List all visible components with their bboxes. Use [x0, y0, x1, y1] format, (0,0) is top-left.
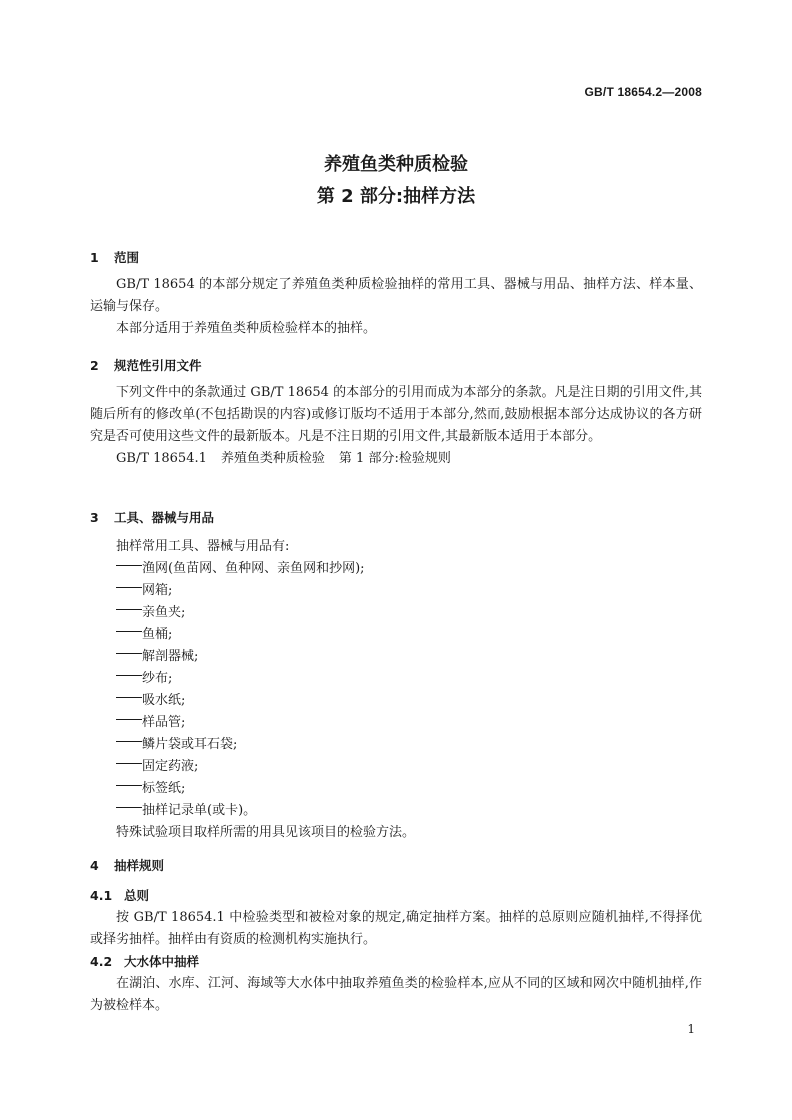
em-dash-bullet	[116, 807, 142, 808]
paragraph: GB/T 18654 的本部分规定了养殖鱼类种质检验抽样的常用工具、器械与用品、抽样方法、样本量、运输与保存。	[90, 277, 702, 314]
standard-code: GB/T 18654.2—2008	[584, 85, 702, 99]
em-dash-bullet	[116, 697, 142, 698]
em-dash-bullet	[116, 741, 142, 742]
paragraph: 抽样常用工具、器械与用品有:	[116, 539, 290, 554]
em-dash-bullet	[116, 565, 142, 566]
normative-reference: GB/T 18654.1 养殖鱼类种质检验 第 1 部分:检验规则	[116, 451, 451, 466]
subsection-heading: 4.2 大水体中抽样	[90, 954, 200, 969]
section-1	[90, 247, 702, 340]
section-heading: 2 规范性引用文件	[90, 358, 202, 373]
list-item: 渔网(鱼苗网、鱼种网、亲鱼网和抄网);	[90, 558, 702, 580]
list-item: 固定药液;	[90, 756, 702, 778]
section-heading: 4 抽样规则	[90, 858, 165, 873]
paragraph: 特殊试验项目取样所需的用具见该项目的检验方法。	[116, 825, 416, 840]
list-item: 鳞片袋或耳石袋;	[90, 734, 702, 756]
list-item: 标签纸;	[90, 778, 702, 800]
em-dash-bullet	[116, 631, 142, 632]
em-dash-bullet	[116, 785, 142, 786]
paragraph: 本部分适用于养殖鱼类种质检验样本的抽样。	[116, 321, 377, 336]
paragraph: 按 GB/T 18654.1 中检验类型和被检对象的规定,确定抽样方案。抽样的总原则应随机抽样,不得择优或择劣抽样。抽样由有资质的检测机构实施执行。	[90, 910, 702, 947]
page-number: 1	[687, 1022, 695, 1036]
em-dash-bullet	[116, 763, 142, 764]
document-title: 养殖鱼类种质检验	[324, 154, 468, 175]
document-subtitle: 第 2 部分:抽样方法	[316, 186, 476, 207]
paragraph: 在湖泊、水库、江河、海域等大水体中抽取养殖鱼类的检验样本,应从不同的区域和网次中随机抽样,作为被检样本。	[90, 976, 702, 1013]
em-dash-bullet	[116, 609, 142, 610]
list-item: 亲鱼夹;	[90, 602, 702, 624]
paragraph: 下列文件中的条款通过 GB/T 18654 的本部分的引用而成为本部分的条款。凡是注日期的引用文件,其随后所有的修改单(不包括勘误的内容)或修订版均不适用于本部分,然而,鼓励根据本部分达成协议的各方研究是否可使用这些文件的最新版本。凡是不注日期的引用文件,其最新版本适用于本部分。	[90, 385, 702, 444]
em-dash-bullet	[116, 653, 142, 654]
list-item: 网箱;	[90, 580, 702, 602]
section-3	[90, 507, 702, 844]
section-heading: 3 工具、器械与用品	[90, 510, 215, 525]
em-dash-bullet	[116, 675, 142, 676]
list-item: 鱼桶;	[90, 624, 702, 646]
tool-list	[90, 558, 702, 822]
section-4	[90, 855, 702, 1017]
list-item: 抽样记录单(或卡)。	[90, 800, 702, 822]
list-item: 解剖器械;	[90, 646, 702, 668]
list-item: 样品管;	[90, 712, 702, 734]
em-dash-bullet	[116, 719, 142, 720]
section-2	[90, 355, 702, 470]
em-dash-bullet	[116, 587, 142, 588]
section-heading: 1 范围	[90, 250, 140, 265]
list-item: 纱布;	[90, 668, 702, 690]
subsection-heading: 4.1 总则	[90, 888, 150, 903]
list-item: 吸水纸;	[90, 690, 702, 712]
